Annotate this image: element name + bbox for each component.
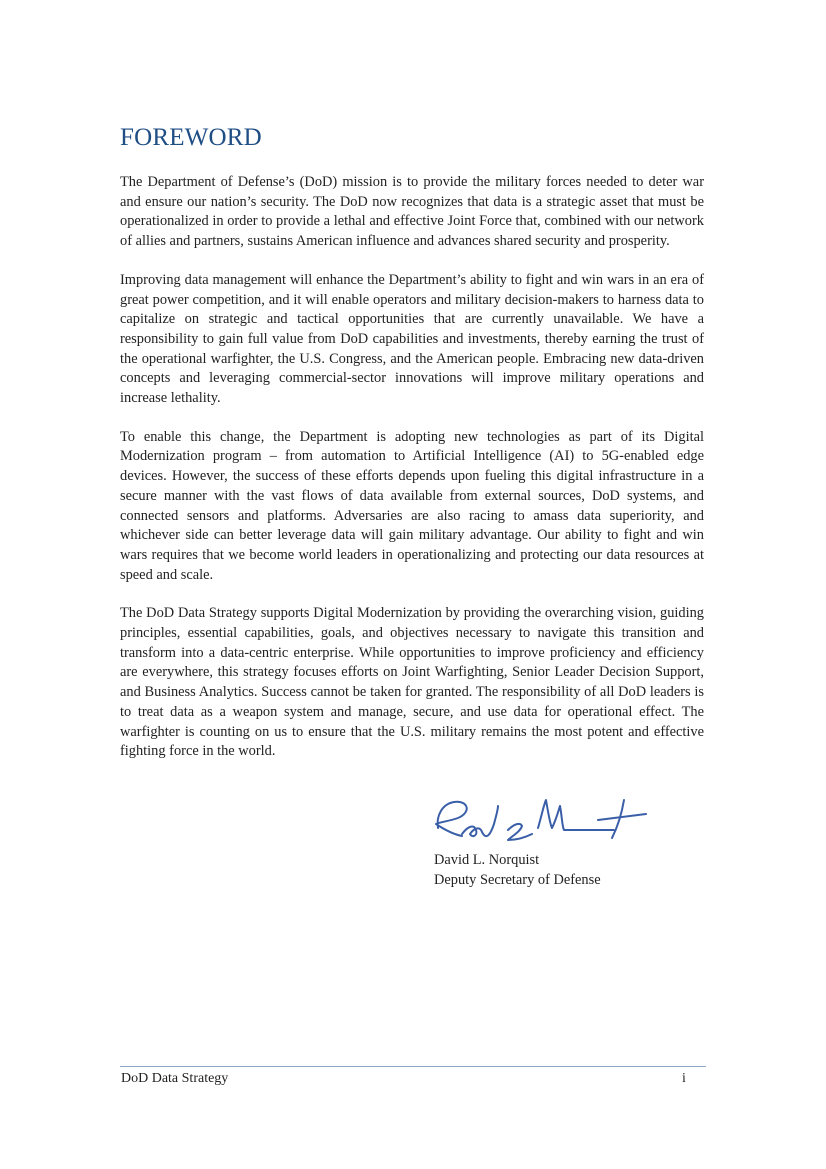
paragraph-1: The Department of Defense’s (DoD) mission is to provide the military forces needed to deter war and ensure our nation’s security. The DoD now recognizes that data is a strategic asset that must be operationalized in order to provide a lethal and effective Joint Force that, combined with our network of allies and partners, sustains American influence and advances shared security and prosperity. <box>120 174 704 250</box>
foreword-body <box>120 173 704 781</box>
paragraph-2: Improving data management will enhance the Department’s ability to fight and win wars in an era of great power competition, and it will enable operators and military decision-makers to harness data to capitalize on strategic and tactical opportunities that are currently unavailable. We have a responsibility to gain full value from DoD capabilities and investments, thereby earning the trust of the operational warfighter, the U.S. Congress, and the American people. Embracing new data-driven concepts and leveraging commercial-sector innovations will improve military operations and increase lethality. <box>120 271 704 407</box>
footer-document-title: DoD Data Strategy <box>121 1071 229 1086</box>
signer-name: David L. Norquist <box>434 852 540 868</box>
page-title: FOREWORD <box>120 124 262 151</box>
paragraph-4: The DoD Data Strategy supports Digital Modernization by providing the overarching vision, guiding principles, essential capabilities, goals, and objectives necessary to navigate this transition and transform into a data-centric enterprise. While opportunities to improve proficiency and efficiency are everywhere, this strategy focuses efforts on Joint Warfighting, Senior Leader Decision Support, and Business Analytics. Success cannot be taken for granted. The responsibility of all DoD leaders is to treat data as a weapon system and manage, secure, and use data for operational effect. The warfighter is counting on us to ensure that the U.S. military remains the most potent and effective fighting force in the world. <box>120 605 704 760</box>
signature-image <box>428 790 650 846</box>
footer-divider <box>120 1066 706 1067</box>
signer-block <box>434 850 601 890</box>
page-number: i <box>682 1071 686 1086</box>
signer-title: Deputy Secretary of Defense <box>434 872 601 888</box>
paragraph-3: To enable this change, the Department is adopting new technologies as part of its Digital Modernization program – from automation to Artificial Intelligence (AI) to 5G-enabled edge devices. However, the success of these efforts depends upon fueling this digital infrastructure in a secure manner with the vast flows of data available from external sources, DoD systems, and connected sensors and platforms. Adversaries are also racing to amass data superiority, and whichever side can better leverage data will gain military advantage. Our ability to fight and win wars requires that we become world leaders in operationalizing and protecting our data resources at speed and scale. <box>120 428 704 583</box>
